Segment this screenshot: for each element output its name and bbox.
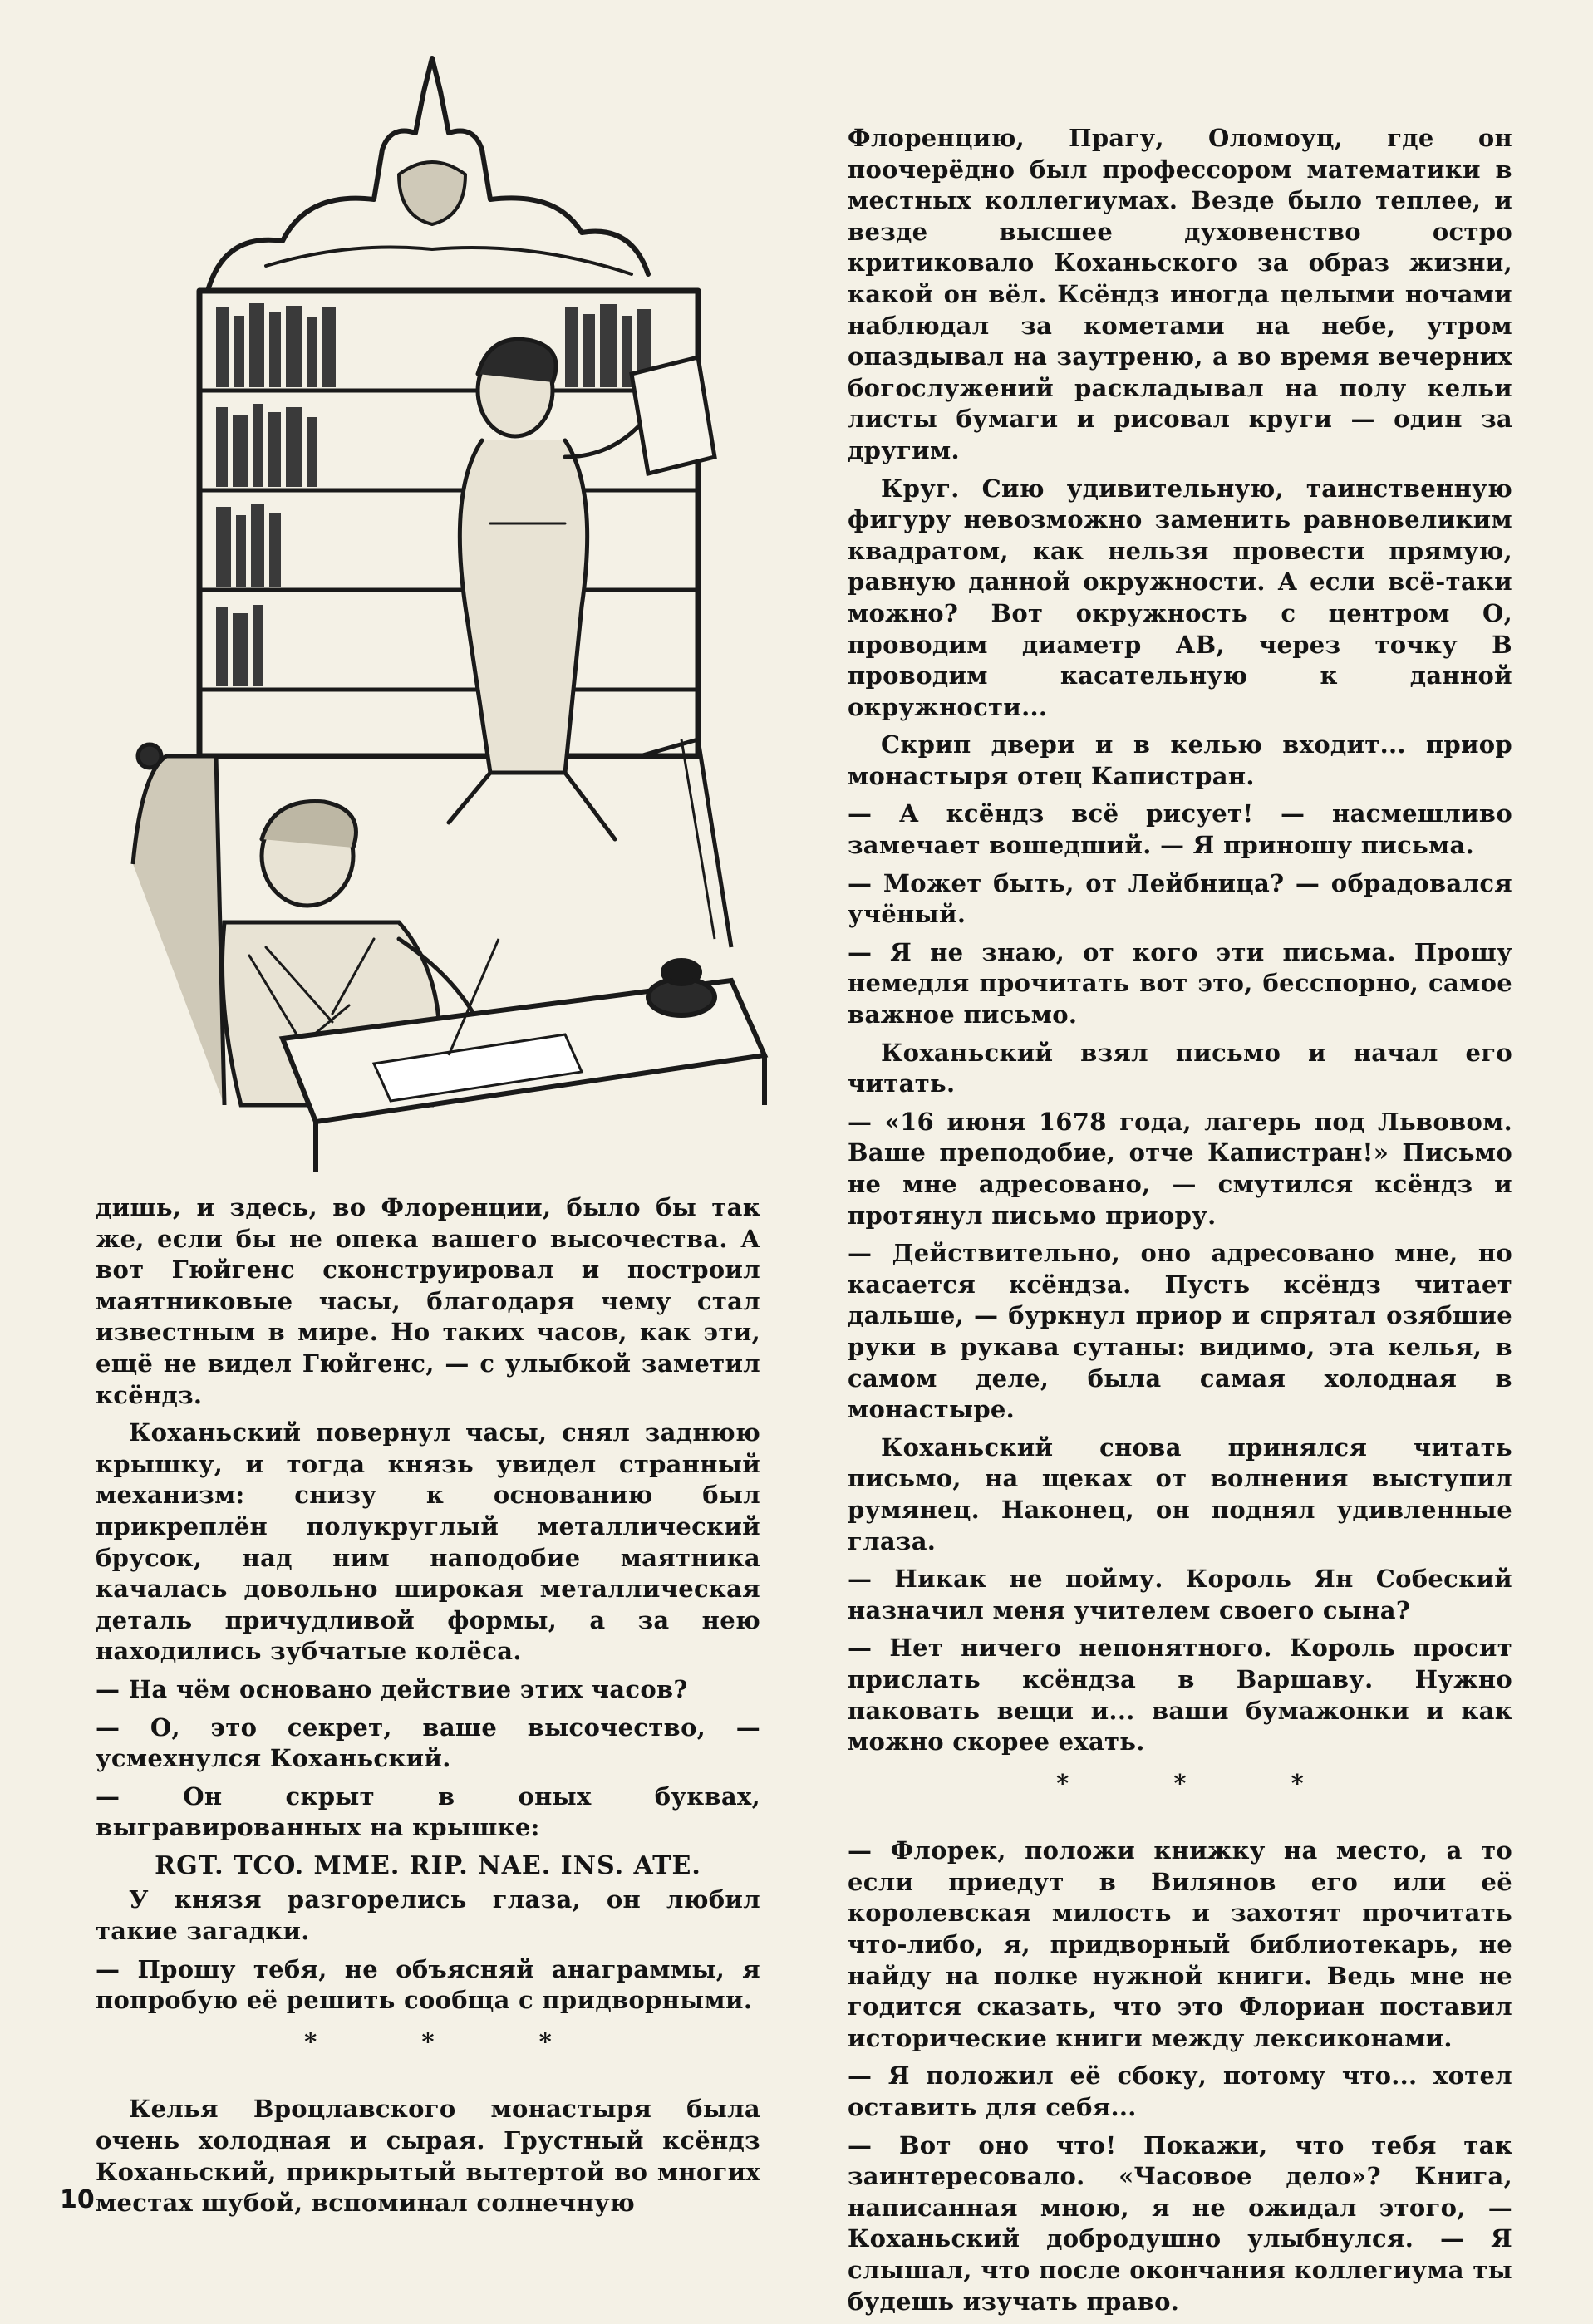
illustration-drawing — [100, 25, 823, 1172]
right-paragraph: — Я положил её сбоку, потому что... хотел оставить для себя... — [848, 2061, 1512, 2122]
section-separator: * * * — [304, 2027, 600, 2056]
left-paragraph: — Прошу тебя, не объясняй анаграммы, я попробую её решить сообща с придворными. — [96, 1954, 760, 2015]
right-paragraph: — А ксёндз всё рисует! — насмешливо замечает вошедший. — Я приношу письма. — [848, 799, 1512, 860]
right-text-column — [848, 123, 1512, 2324]
right-paragraph: Коханьский взял письмо и начал его читать. — [848, 1038, 1512, 1098]
right-paragraph: — Я не знаю, от кого эти письма. Прошу немедля прочитать вот это, бесспорно, самое важное письмо. — [848, 937, 1512, 1029]
right-paragraph: Коханьский снова принялся читать письмо, на щеках от волнения выступил румянец. Наконец, он поднял удивленные глаза. — [848, 1432, 1512, 1555]
illustration-monks-library — [100, 25, 823, 1172]
right-paragraph: — Может быть, от Лейбница? — обрадовался учёный. — [848, 868, 1512, 929]
right-paragraph: — Никак не пойму. Король Ян Собеский назначил меня учителем своего сына? — [848, 1565, 1512, 1624]
right-paragraph: Круг. Сию удивительную, таинственную фигуру невозможно заменить равновеликим квадратом, как нельзя провести прямую, равную данной окружности. А если всё-таки можно? Вот окружность с центром О, проводим диаметр АВ, через точку В проводим касательную к данной окружности... — [848, 474, 1512, 721]
right-paragraph: — Флорек, положи книжку на место, а то если приедут в Вилянов его или её королевская милость и захотят прочитать что-либо, я, придворный библиотекарь, не найду на полке нужной книги. Ведь мне не годится сказать, что это Флориан поставил исторические книги между лексиконами. — [848, 1836, 1512, 2052]
right-paragraph: Флоренцию, Прагу, Оломоуц, где он поочерёдно был профессором математики в местных коллегиумах. Везде было теплее, и везде высшее духовенство остро критиковало Коханьского за образ жизни, какой он вёл. Ксёндз иногда целыми ночами наблюдал за кометами на небе, утром опаздывал на заутреню, а во время вечерних богослужений раскладывал на полу кельи листы бумаги и рисовал круги — один за другим. — [848, 124, 1512, 464]
right-paragraph: — Действительно, оно адресовано мне, но касается ксёндза. Пусть ксёндз читает дальше, — буркнул приор и спрятал озябшие руки в рукава сутаны: видимо, эта келья, в самом деле, была самая холодная в монастыре. — [848, 1239, 1512, 1424]
left-paragraph: — На чём основано действие этих часов? — [96, 1674, 688, 1703]
right-paragraph: — «16 июня 1678 года, лагерь под Львовом. Ваше преподобие, отче Капистран!» Письмо не мне адресовано, — смутился ксёндз и протянул письмо приору. — [848, 1107, 1512, 1230]
left-paragraph: — О, это секрет, ваше высочество, — усмехнулся Коханьский. — [96, 1712, 760, 1773]
right-paragraph: — Вот оно что! Покажи, что тебя так заинтересовало. «Часовое дело»? Книга, написанная мною, я не ожидал этого, — Коханьский добродушно улыбнулся. — Я слышал, что после окончания коллегиума ты будешь изучать право. — [848, 2130, 1512, 2316]
left-paragraph: У князя разгорелись глаза, он любил такие загадки. — [96, 1885, 760, 1946]
left-paragraph: — Он скрыт в оных буквах, выгравированных на крышке: — [96, 1781, 760, 1842]
engraved-anagram: RGT. TCO. MME. RIP. NAE. INS. ATE. — [155, 1850, 701, 1880]
left-text-column — [96, 1192, 760, 2226]
page-number: 10 — [60, 2185, 95, 2214]
section-separator: * * * — [1056, 1768, 1352, 1797]
left-paragraph: Коханьский повернул часы, снял заднюю крышку, и тогда князь увидел странный механизм: снизу к основанию был прикреплён полукруглый металлический брусок, над ним наподобие маятника качалась довольно широкая металлическая деталь причудливой формы, а за нею находились зубчатые колёса. — [96, 1418, 760, 1666]
left-paragraph: дишь, и здесь, во Флоренции, было бы так же, если бы не опека вашего высочества. А вот Гюйгенс сконструировал и построил маятниковые часы, благодаря чему стал известным в мире. Но таких часов, как эти, ещё не видел Гюйгенс, — с улыбкой заметил ксёндз. — [96, 1193, 760, 1409]
left-paragraph: Келья Вроцлавского монастыря была очень холодная и сырая. Грустный ксёндз Коханьский, прикрытый вытертой во многих местах шубой, вспоминал солнечную — [96, 2095, 760, 2218]
right-paragraph: — Нет ничего непонятного. Король просит прислать ксёндза в Варшаву. Нужно паковать вещи и... ваши бумажонки и как можно скорее ехать. — [848, 1634, 1512, 1757]
right-paragraph: Скрип двери и в келью входит... приор монастыря отец Капистран. — [848, 730, 1512, 790]
